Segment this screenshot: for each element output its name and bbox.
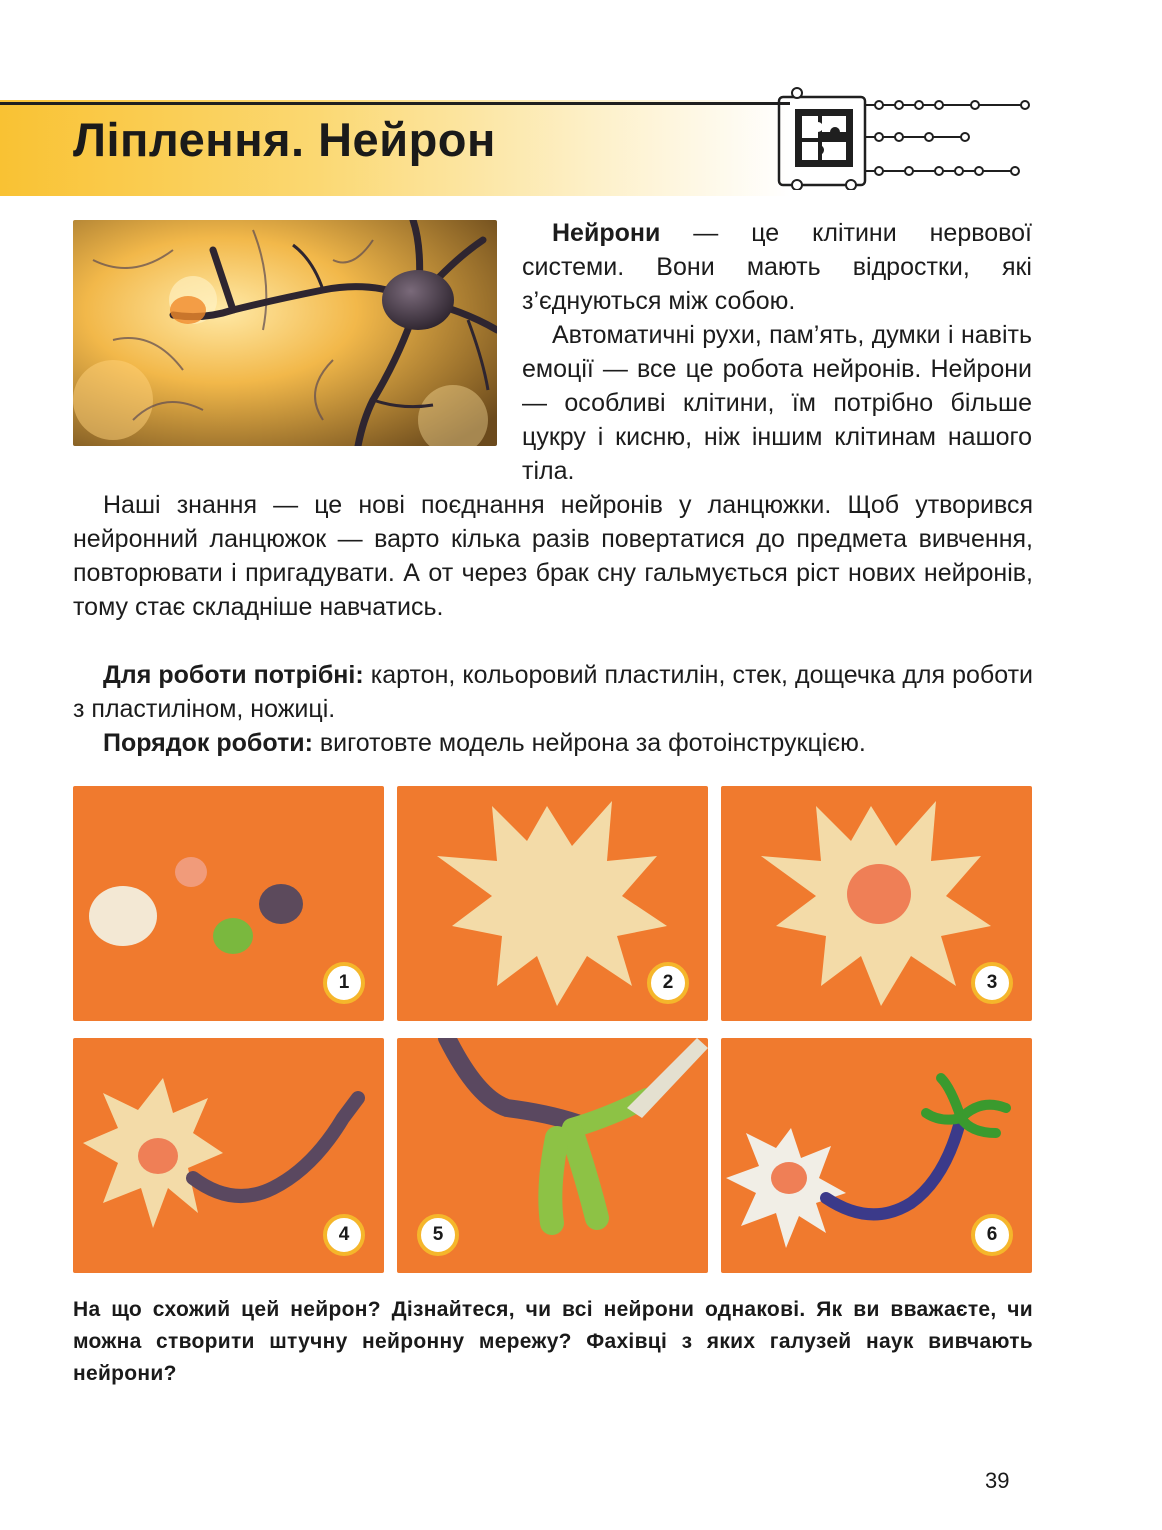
step-photo-2 [397, 786, 708, 1021]
materials-paragraph [73, 658, 1033, 726]
step-photo-5 [397, 1038, 708, 1273]
materials-label: Для роботи потрібні: [103, 661, 364, 689]
procedure-paragraph [73, 726, 1033, 760]
intro-paragraph-2: Автоматичні рухи, пам’ять, думки і навіть емоції — все це робота нейронів. Нейрони — особливі клітини, їм потрібно більше цукру і кисню, ніж іншим клітинам нашого тіла. [522, 321, 1032, 485]
procedure-text: виготовте модель нейрона за фотоінструкцією. [312, 729, 866, 757]
title-rule [0, 102, 790, 105]
step-badge-2: 2 [647, 962, 689, 1004]
materials-text: картон, кольоровий пластилін, стек, дощечка для роботи з пластиліном, ножиці. [73, 661, 1033, 723]
puzzle-icon [775, 85, 1035, 190]
procedure-label: Порядок роботи: [103, 729, 313, 757]
step-photo-3 [721, 786, 1032, 1021]
step-photo-1 [73, 786, 384, 1021]
step-photo-4 [73, 1038, 384, 1273]
page-number: 39 [985, 1468, 1010, 1493]
step-photo-6 [721, 1038, 1032, 1273]
neuron-photo [73, 220, 497, 446]
step-badge-1: 1 [323, 962, 365, 1004]
term-neurons: Нейрони [552, 219, 661, 247]
page-title: Ліплення. Нейрон [73, 113, 496, 166]
step-badge-5: 5 [417, 1214, 459, 1256]
step-badge-6: 6 [971, 1214, 1013, 1256]
discussion-question: На що схожий цей нейрон? Дізнайтеся, чи всі нейрони однакові. Як ви вважаєте, чи можна створити штучну нейронну мережу? Фахівці з яких галузей наук вивчають нейрони? [73, 1298, 1033, 1385]
step-badge-3: 3 [971, 962, 1013, 1004]
intro-definition: — це клітини нервової системи. Вони мають відростки, які з’єднуються між собою. [522, 219, 1032, 315]
intro-paragraph-1 [522, 216, 1032, 318]
step-badge-4: 4 [323, 1214, 365, 1256]
intro-paragraph-3: Наші знання — це нові поєднання нейронів у ланцюжки. Щоб утворився нейронний ланцюжок — варто кілька разів повертатися до предмета вивчення, повторювати і пригадувати. А от через брак сну гальмується ріст нових нейронів, тому стає складніше навчатись. [73, 491, 1033, 621]
